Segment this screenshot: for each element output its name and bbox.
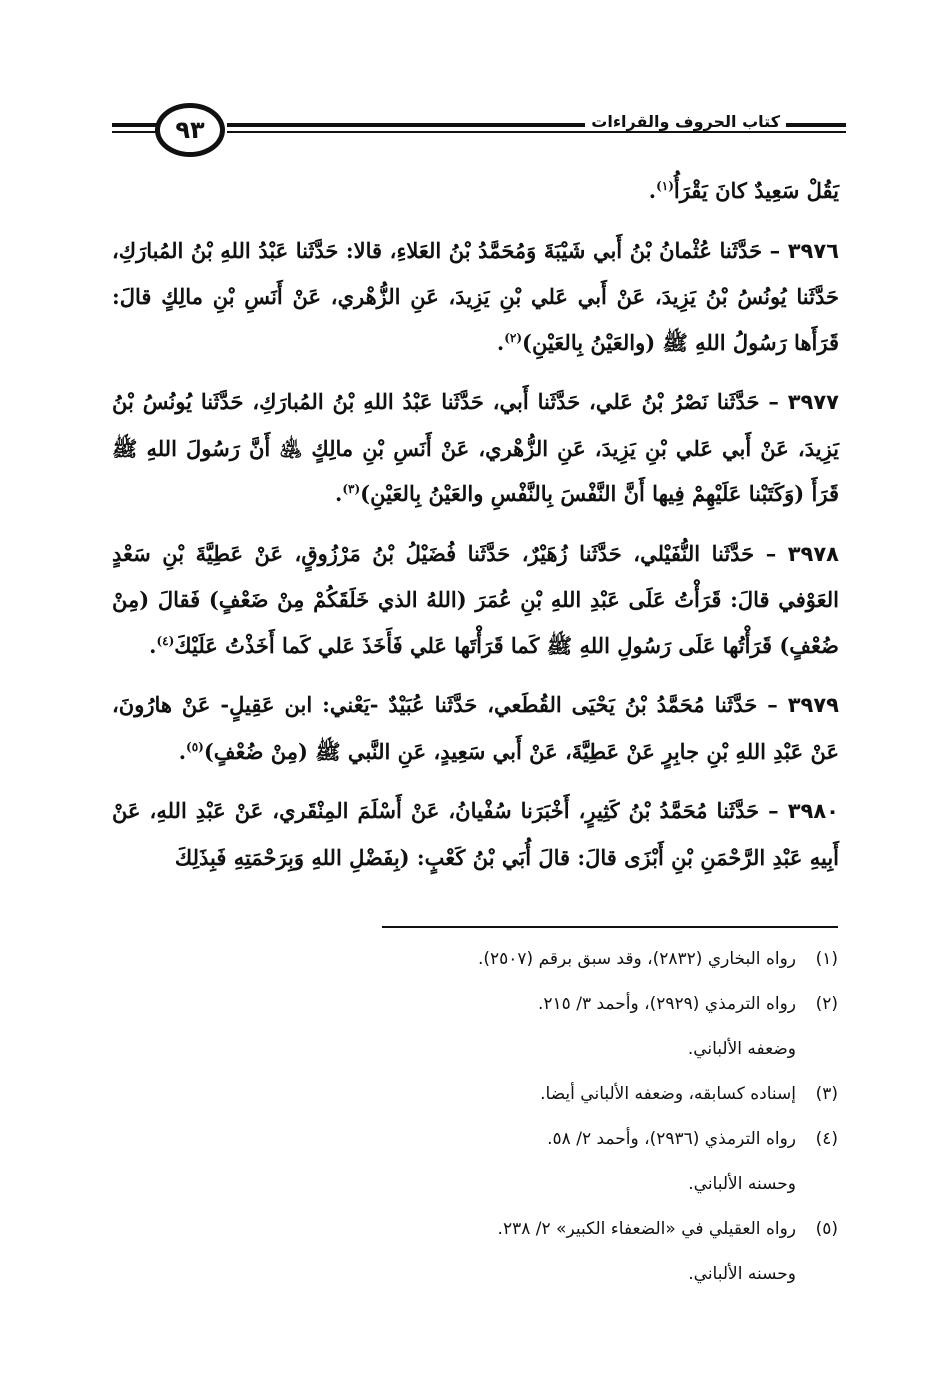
footnote-number: (٣)	[815, 1084, 838, 1104]
hadith-paragraph	[112, 788, 839, 880]
footnote-ref: (٥)	[186, 739, 204, 754]
hadith-paragraph: ٣٩٧٩ – حَدَّثَنا مُحَمَّدُ بْنُ يَحْيَى القُطَعي، حَدَّثَنا عُبَيْدٌ -يَعْني: ابن عَقِيلٍ- عَنْ هارُونَ، عَنْ عَبْدِ اللهِ بْنِ جابِرٍ عَنْ عَطِيَّةَ، عَنْ أَبي سَعِيدٍ، عَنِ النَّبي ﷺ (مِنْ ضُعْفٍ)$^{(٥)}$.	[112, 692, 839, 764]
hadith-number: ٣٩٧٧	[787, 390, 839, 414]
footnote-text: وحسنه الألباني.	[688, 1264, 796, 1284]
main-text	[112, 168, 839, 880]
hadith-text: – حَدَّثَنا عُثْمانُ بْنُ أَبي شَيْبَةَ وَمُحَمَّدُ بْنُ العَلاءِ، قالا: حَدَّثَنا عَبْدُ اللهِ بْنُ المُبارَكِ، حَدَّثَنا يُونُسُ بْنُ يَزِيدَ، عَنْ أَبي عَلي بْنِ يَزِيدَ، عَنِ الزُّهْري، عَنْ أَنَسِ بْنِ مالِكٍ قالَ: قَرَأَها رَسُولُ اللهِ ﷺ (والعَيْنُ بِالعَيْنِ)	[112, 237, 839, 355]
running-title: كتاب الحروف والقراءات	[585, 112, 786, 131]
footnote-ref: (٤)	[156, 633, 175, 648]
hadith-number: ٣٩٧٨	[787, 541, 840, 566]
footnotes	[111, 937, 838, 1297]
page-header	[112, 100, 846, 160]
footnote-text: رواه العقيلي في «الضعفاء الكبير» ٢/ ٢٣٨.	[497, 1219, 796, 1239]
hadith-text: – حَدَّثَنا النُّفَيْلي، حَدَّثَنا زُهَيْرٌ، حَدَّثَنا فُضَيْلُ بْنُ مَرْزُوقٍ، عَنْ عَطِيَّةَ بْنِ سَعْدٍ العَوْفي قالَ: قَرَأْتُ عَلَى عَبْدِ اللهِ بْنِ عُمَرَ (اللهُ الذي خَلَقَكُمْ مِنْ ضَعْفٍ) فَقالَ (مِنْ ضُعْفٍ) قَرَأْتُها عَلَى رَسُولِ اللهِ ﷺ كَما قَرَأْتَها عَلي فَأَخَذَ عَلي كَما أَخَذْتُ عَلَيْكَ	[112, 540, 839, 658]
footnote	[111, 1072, 838, 1117]
page-number: ٩٣	[155, 103, 225, 157]
footnote-text: رواه الترمذي (٢٩٢٩)، وأحمد ٣/ ٢١٥.	[538, 994, 796, 1014]
footnote	[111, 1117, 838, 1162]
hadith-text: – حَدَّثَنا مُحَمَّدُ بْنُ يَحْيَى القُطَعي، حَدَّثَنا عُبَيْدٌ -يَعْني: ابن عَقِيلٍ- عَنْ هارُونَ، عَنْ عَبْدِ اللهِ بْنِ جابِرٍ عَنْ عَطِيَّةَ، عَنْ أَبي سَعِيدٍ، عَنِ النَّبي ﷺ (مِنْ ضُعْفٍ)	[112, 692, 839, 764]
footnote	[111, 1207, 838, 1252]
footnote-text: رواه البخاري (٢٨٣٢)، وقد سبق برقم (٢٥٠٧).	[477, 949, 796, 969]
footnote	[111, 937, 838, 982]
footnote-number: (٢)	[815, 994, 838, 1014]
hadith-number: ٣٩٨٠	[787, 799, 839, 823]
hadith-paragraph: ٣٩٧٦ – حَدَّثَنا عُثْمانُ بْنُ أَبي شَيْبَةَ وَمُحَمَّدُ بْنُ العَلاءِ، قالا: حَدَّثَنا عَبْدُ اللهِ بْنُ المُبارَكِ، حَدَّثَنا يُونُسُ بْنُ يَزِيدَ، عَنْ أَبي عَلي بْنِ يَزِيدَ، عَنِ الزُّهْري، عَنْ أَنَسِ بْنِ مالِكٍ قالَ: قَرَأَها رَسُولُ اللهِ ﷺ (والعَيْنُ بِالعَيْنِ)$^{(٢)}$.	[112, 237, 840, 355]
footnote-text: إسناده كسابقه، وضعفه الألباني أيضا.	[540, 1084, 796, 1104]
footnote-number: (١)	[815, 949, 838, 969]
footnote-continuation	[111, 1027, 838, 1072]
footnote-number: (٤)	[815, 1129, 838, 1149]
footnote-separator	[382, 926, 838, 928]
footnote-text: وضعفه الألباني.	[687, 1039, 796, 1059]
intro-line: يَقُلْ سَعِيدٌ كانَ يَقْرَأُ$^{(١)}$.	[648, 178, 839, 203]
footnote-number: (٥)	[815, 1219, 838, 1239]
hadith-text: – حَدَّثَنا مُحَمَّدُ بْنُ كَثِيرٍ، أَخْبَرَنا سُفْيانُ، عَنْ أَسْلَمَ المِنْقَري، عَنْ عَبْدِ اللهِ، عَنْ أَبِيهِ عَبْدِ الرَّحْمَنِ بْنِ أَبْزَى قالَ: قالَ أُبَي بْنُ كَعْبٍ: (بِفَضْلِ اللهِ وَبِرَحْمَتِهِ فَبِذَلِكَ	[112, 798, 839, 870]
footnote-continuation	[111, 1162, 838, 1207]
header-rule	[112, 123, 157, 127]
footnote-ref: (٢)	[504, 330, 523, 345]
footnote-continuation	[111, 1252, 838, 1297]
footnote-ref: (٣)	[342, 482, 361, 496]
footnote-text: رواه الترمذي (٢٩٣٦)، وأحمد ٢/ ٥٨.	[547, 1129, 796, 1149]
hadith-number: ٣٩٧٩	[787, 693, 839, 717]
footnote	[111, 982, 838, 1027]
hadith-text: – حَدَّثَنا نَصْرُ بْنُ عَلي، حَدَّثَنا أَبي، حَدَّثَنا عَبْدُ اللهِ بْنُ المُبارَكِ، حَدَّثَنا يُونُسُ بْنُ يَزِيدَ، عَنْ أَبي عَلي بْنِ يَزِيدَ، عَنِ الزُّهْري، عَنْ أَنَسِ بْنِ مالِكٍ ﵁ أَنَّ رَسُولَ اللهِ ﷺ قَرَأَ (وَكَتَبْنا عَلَيْهِمْ فِيها أَنَّ النَّفْسَ بِالنَّفْسِ والعَيْنُ بِالعَيْنِ)	[112, 389, 839, 506]
header-rule	[112, 131, 157, 133]
hadith-paragraph: ٣٩٧٧ – حَدَّثَنا نَصْرُ بْنُ عَلي، حَدَّثَنا أَبي، حَدَّثَنا عَبْدُ اللهِ بْنُ المُبارَكِ، حَدَّثَنا يُونُسُ بْنُ يَزِيدَ، عَنْ أَبي عَلي بْنِ يَزِيدَ، عَنِ الزُّهْري، عَنْ أَنَسِ بْنِ مالِكٍ ﵁ أَنَّ رَسُولَ اللهِ ﷺ قَرَأَ (وَكَتَبْنا عَلَيْهِمْ فِيها أَنَّ النَّفْسَ بِالنَّفْسِ والعَيْنُ بِالعَيْنِ)$^{(٣)}$.	[112, 389, 839, 506]
footnote-text: وحسنه الألباني.	[688, 1174, 796, 1194]
intro-text: يَقُلْ سَعِيدٌ كانَ يَقْرَأُ	[673, 178, 839, 203]
hadith-paragraph: ٣٩٧٨ – حَدَّثَنا النُّفَيْلي، حَدَّثَنا زُهَيْرٌ، حَدَّثَنا فُضَيْلُ بْنُ مَرْزُوقٍ، عَنْ عَطِيَّةَ بْنِ سَعْدٍ العَوْفي قالَ: قَرَأْتُ عَلَى عَبْدِ اللهِ بْنِ عُمَرَ (اللهُ الذي خَلَقَكُمْ مِنْ ضَعْفٍ) فَقالَ (مِنْ ضُعْفٍ) قَرَأْتُها عَلَى رَسُولِ اللهِ ﷺ كَما قَرَأْتَها عَلي فَأَخَذَ عَلي كَما أَخَذْتُ عَلَيْكَ$^{(٤)}$.	[112, 540, 840, 658]
header-rule	[227, 131, 846, 133]
footnote-ref: (١)	[656, 179, 674, 193]
hadith-number: ٣٩٧٦	[787, 238, 840, 263]
